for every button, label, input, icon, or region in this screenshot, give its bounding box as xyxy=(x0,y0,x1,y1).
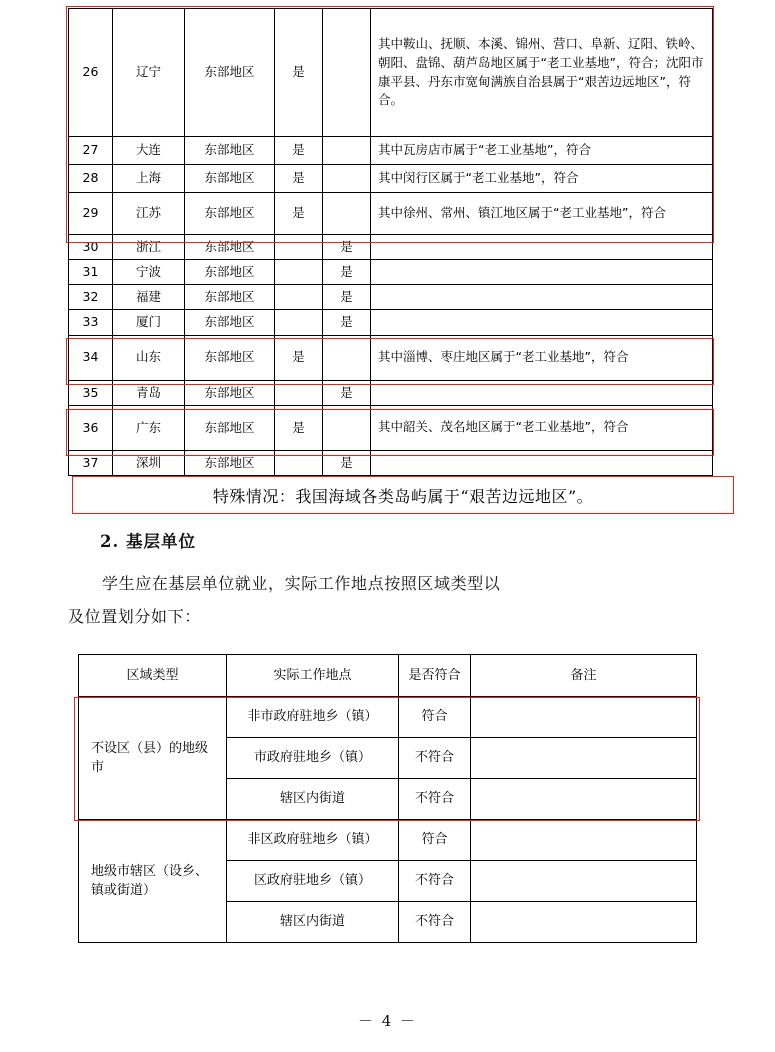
group-type-label: 不设区（县）的地级市 xyxy=(79,697,227,820)
row-region-type: 东部地区 xyxy=(185,310,275,335)
row-yes-col1 xyxy=(275,260,323,285)
row-work-location: 辖区内街道 xyxy=(227,902,399,943)
row-no: 37 xyxy=(69,450,113,475)
row-yes-col2: 是 xyxy=(323,285,371,310)
row-no: 35 xyxy=(69,380,113,405)
paragraph-line-1: 学生应在基层单位就业，实际工作地点按照区域类型以 xyxy=(102,574,501,593)
row-note xyxy=(371,380,713,405)
row-work-location: 辖区内街道 xyxy=(227,779,399,820)
row-yes-col1 xyxy=(275,380,323,405)
row-no: 34 xyxy=(69,335,113,380)
row-no: 31 xyxy=(69,260,113,285)
row-no: 32 xyxy=(69,285,113,310)
row-note xyxy=(371,260,713,285)
row-region-type: 东部地区 xyxy=(185,380,275,405)
row-region-name: 辽宁 xyxy=(113,9,185,137)
row-yes-col1 xyxy=(275,235,323,260)
row-note: 其中淄博、枣庄地区属于“老工业基地”，符合 xyxy=(371,335,713,380)
row-region-name: 福建 xyxy=(113,285,185,310)
region-table xyxy=(68,8,713,476)
header-is-match: 是否符合 xyxy=(399,655,471,697)
row-yes-col1: 是 xyxy=(275,335,323,380)
row-yes-col1: 是 xyxy=(275,9,323,137)
row-note: 其中闵行区属于“老工业基地”，符合 xyxy=(371,165,713,193)
table-row xyxy=(69,193,713,235)
row-no: 28 xyxy=(69,165,113,193)
row-region-name: 广东 xyxy=(113,405,185,450)
row-remark xyxy=(471,820,697,861)
page-footer xyxy=(0,1010,775,1031)
page-number: － 4 － xyxy=(357,1012,418,1030)
row-remark xyxy=(471,697,697,738)
row-yes-col1 xyxy=(275,310,323,335)
row-yes-col2 xyxy=(323,193,371,235)
row-region-name: 上海 xyxy=(113,165,185,193)
table-row xyxy=(79,697,697,738)
row-work-location: 非市政府驻地乡（镇） xyxy=(227,697,399,738)
row-yes-col1: 是 xyxy=(275,193,323,235)
table-row xyxy=(69,165,713,193)
header-work-location: 实际工作地点 xyxy=(227,655,399,697)
row-no: 30 xyxy=(69,235,113,260)
row-note: 其中鞍山、抚顺、本溪、锦州、营口、阜新、辽阳、铁岭、朝阳、盘锦、葫芦岛地区属于“老工业基地”，符合；沈阳市康平县、丹东市宽甸满族自治县属于“艰苦边远地区”，符合。 xyxy=(371,9,713,137)
row-is-match: 不符合 xyxy=(399,779,471,820)
row-note: 其中瓦房店市属于“老工业基地”，符合 xyxy=(371,137,713,165)
row-yes-col2: 是 xyxy=(323,260,371,285)
row-region-name: 大连 xyxy=(113,137,185,165)
row-region-type: 东部地区 xyxy=(185,165,275,193)
row-no: 33 xyxy=(69,310,113,335)
table-row xyxy=(79,820,697,861)
row-yes-col1 xyxy=(275,450,323,475)
row-remark xyxy=(471,779,697,820)
table-row xyxy=(69,137,713,165)
row-yes-col1 xyxy=(275,285,323,310)
special-note-text: 特殊情况：我国海域各类岛屿属于“艰苦边远地区”。 xyxy=(212,486,594,506)
row-region-name: 青岛 xyxy=(113,380,185,405)
row-yes-col2 xyxy=(323,405,371,450)
row-remark xyxy=(471,902,697,943)
group-type-label: 地级市辖区（设乡、镇或街道） xyxy=(79,820,227,943)
row-region-type: 东部地区 xyxy=(185,405,275,450)
row-is-match: 不符合 xyxy=(399,738,471,779)
row-work-location: 非区政府驻地乡（镇） xyxy=(227,820,399,861)
row-region-type: 东部地区 xyxy=(185,450,275,475)
row-region-type: 东部地区 xyxy=(185,260,275,285)
row-yes-col2 xyxy=(323,165,371,193)
row-yes-col2 xyxy=(323,9,371,137)
row-region-type: 东部地区 xyxy=(185,335,275,380)
row-region-name: 山东 xyxy=(113,335,185,380)
row-region-type: 东部地区 xyxy=(185,9,275,137)
row-yes-col1: 是 xyxy=(275,165,323,193)
row-note: 其中韶关、茂名地区属于“老工业基地”，符合 xyxy=(371,405,713,450)
grassroots-unit-table xyxy=(78,654,697,943)
row-remark xyxy=(471,738,697,779)
table-row xyxy=(69,380,713,405)
row-region-name: 深圳 xyxy=(113,450,185,475)
row-yes-col2: 是 xyxy=(323,450,371,475)
row-is-match: 符合 xyxy=(399,820,471,861)
row-note xyxy=(371,285,713,310)
row-note xyxy=(371,310,713,335)
row-note: 其中徐州、常州、镇江地区属于“老工业基地”，符合 xyxy=(371,193,713,235)
section-heading: 2. 基层单位 xyxy=(100,532,196,551)
row-work-location: 区政府驻地乡（镇） xyxy=(227,861,399,902)
table-header-row xyxy=(79,655,697,697)
row-remark xyxy=(471,861,697,902)
row-no: 36 xyxy=(69,405,113,450)
header-remark: 备注 xyxy=(471,655,697,697)
row-no: 29 xyxy=(69,193,113,235)
row-region-type: 东部地区 xyxy=(185,235,275,260)
table-row xyxy=(69,260,713,285)
row-region-type: 东部地区 xyxy=(185,193,275,235)
row-region-type: 东部地区 xyxy=(185,285,275,310)
row-region-name: 厦门 xyxy=(113,310,185,335)
row-no: 27 xyxy=(69,137,113,165)
table-row xyxy=(69,335,713,380)
special-note-box xyxy=(72,476,734,514)
table-row xyxy=(69,450,713,475)
row-note xyxy=(371,450,713,475)
row-yes-col1: 是 xyxy=(275,405,323,450)
row-region-name: 江苏 xyxy=(113,193,185,235)
paragraph-line-2: 及位置划分如下： xyxy=(68,606,201,626)
row-yes-col1: 是 xyxy=(275,137,323,165)
table-row xyxy=(69,235,713,260)
row-yes-col2: 是 xyxy=(323,310,371,335)
row-yes-col2: 是 xyxy=(323,380,371,405)
table-row xyxy=(69,310,713,335)
row-yes-col2 xyxy=(323,335,371,380)
row-is-match: 符合 xyxy=(399,697,471,738)
row-region-name: 宁波 xyxy=(113,260,185,285)
row-is-match: 不符合 xyxy=(399,861,471,902)
row-note xyxy=(371,235,713,260)
section-paragraph xyxy=(68,568,718,634)
row-no: 26 xyxy=(69,9,113,137)
table-row xyxy=(69,9,713,137)
table-row xyxy=(69,285,713,310)
row-region-type: 东部地区 xyxy=(185,137,275,165)
table-row xyxy=(69,405,713,450)
row-work-location: 市政府驻地乡（镇） xyxy=(227,738,399,779)
row-yes-col2: 是 xyxy=(323,235,371,260)
row-yes-col2 xyxy=(323,137,371,165)
row-region-name: 浙江 xyxy=(113,235,185,260)
row-is-match: 不符合 xyxy=(399,902,471,943)
header-region-type: 区域类型 xyxy=(79,655,227,697)
